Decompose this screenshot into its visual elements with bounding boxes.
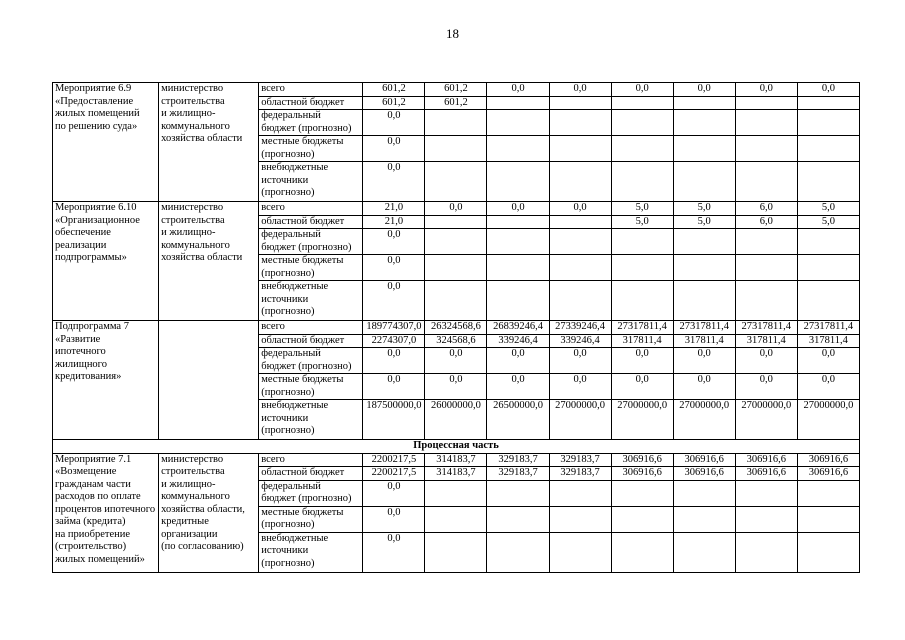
section-header-row <box>53 440 860 454</box>
total-value-cell: 21,0 <box>363 202 425 216</box>
year-value-cell <box>425 506 487 532</box>
year-value-cell <box>611 136 673 162</box>
funding-source-cell: всего <box>259 83 363 97</box>
year-value-cell <box>611 162 673 202</box>
year-value-cell: 27317811,4 <box>611 321 673 335</box>
year-value-cell: 0,0 <box>487 348 549 374</box>
total-value-cell: 0,0 <box>363 348 425 374</box>
year-value-cell <box>735 281 797 321</box>
table-row <box>53 83 860 97</box>
budget-table <box>52 82 860 573</box>
year-value-cell <box>425 532 487 572</box>
year-value-cell: 26000000,0 <box>425 400 487 440</box>
year-value-cell: 329183,7 <box>549 453 611 467</box>
year-value-cell <box>673 96 735 110</box>
year-value-cell: 26500000,0 <box>487 400 549 440</box>
year-value-cell <box>611 110 673 136</box>
total-value-cell: 0,0 <box>363 229 425 255</box>
table-row <box>53 202 860 216</box>
year-value-cell <box>797 162 859 202</box>
year-value-cell <box>735 480 797 506</box>
year-value-cell <box>797 110 859 136</box>
year-value-cell: 27000000,0 <box>611 400 673 440</box>
year-value-cell <box>611 506 673 532</box>
year-value-cell: 306916,6 <box>797 467 859 481</box>
year-value-cell <box>611 229 673 255</box>
year-value-cell <box>797 281 859 321</box>
year-value-cell <box>487 96 549 110</box>
funding-source-cell: всего <box>259 202 363 216</box>
total-value-cell: 21,0 <box>363 215 425 229</box>
page-number: 18 <box>446 26 459 41</box>
year-value-cell: 0,0 <box>797 374 859 400</box>
year-value-cell <box>611 96 673 110</box>
total-value-cell: 0,0 <box>363 136 425 162</box>
year-value-cell: 27339246,4 <box>549 321 611 335</box>
table-row <box>53 321 860 335</box>
year-value-cell: 339246,4 <box>487 334 549 348</box>
year-value-cell: 0,0 <box>673 348 735 374</box>
year-value-cell <box>797 255 859 281</box>
year-value-cell <box>673 506 735 532</box>
year-value-cell <box>673 532 735 572</box>
year-value-cell <box>425 229 487 255</box>
responsible-org-cell <box>159 321 259 440</box>
year-value-cell <box>735 162 797 202</box>
year-value-cell: 0,0 <box>611 374 673 400</box>
year-value-cell <box>549 96 611 110</box>
year-value-cell <box>487 215 549 229</box>
year-value-cell: 306916,6 <box>735 467 797 481</box>
funding-source-cell: федеральный бюджет (прогнозно) <box>259 229 363 255</box>
year-value-cell: 306916,6 <box>735 453 797 467</box>
year-value-cell: 306916,6 <box>797 453 859 467</box>
year-value-cell: 0,0 <box>487 83 549 97</box>
year-value-cell: 27000000,0 <box>797 400 859 440</box>
year-value-cell: 306916,6 <box>611 467 673 481</box>
year-value-cell <box>425 110 487 136</box>
year-value-cell: 324568,6 <box>425 334 487 348</box>
year-value-cell: 0,0 <box>549 202 611 216</box>
year-value-cell <box>735 532 797 572</box>
year-value-cell: 314183,7 <box>425 453 487 467</box>
year-value-cell <box>549 136 611 162</box>
year-value-cell: 339246,4 <box>549 334 611 348</box>
year-value-cell: 0,0 <box>549 83 611 97</box>
year-value-cell <box>425 255 487 281</box>
year-value-cell: 0,0 <box>611 348 673 374</box>
year-value-cell <box>797 480 859 506</box>
total-value-cell: 187500000,0 <box>363 400 425 440</box>
total-value-cell: 2200217,5 <box>363 453 425 467</box>
year-value-cell: 329183,7 <box>549 467 611 481</box>
funding-source-cell: областной бюджет <box>259 215 363 229</box>
year-value-cell: 5,0 <box>797 215 859 229</box>
total-value-cell: 2200217,5 <box>363 467 425 481</box>
year-value-cell <box>425 136 487 162</box>
year-value-cell: 0,0 <box>611 83 673 97</box>
year-value-cell: 0,0 <box>425 348 487 374</box>
year-value-cell: 0,0 <box>487 374 549 400</box>
year-value-cell: 0,0 <box>549 374 611 400</box>
total-value-cell: 0,0 <box>363 110 425 136</box>
year-value-cell: 0,0 <box>425 374 487 400</box>
year-value-cell: 0,0 <box>673 83 735 97</box>
year-value-cell <box>549 506 611 532</box>
year-value-cell: 317811,4 <box>797 334 859 348</box>
total-value-cell: 601,2 <box>363 96 425 110</box>
funding-source-cell: внебюджетные источники (прогнозно) <box>259 281 363 321</box>
year-value-cell: 5,0 <box>673 202 735 216</box>
year-value-cell <box>797 96 859 110</box>
year-value-cell: 27317811,4 <box>735 321 797 335</box>
year-value-cell <box>797 506 859 532</box>
funding-source-cell: всего <box>259 321 363 335</box>
year-value-cell <box>673 281 735 321</box>
year-value-cell <box>735 506 797 532</box>
year-value-cell <box>611 255 673 281</box>
year-value-cell: 0,0 <box>735 83 797 97</box>
year-value-cell: 27000000,0 <box>735 400 797 440</box>
total-value-cell: 601,2 <box>363 83 425 97</box>
funding-source-cell: всего <box>259 453 363 467</box>
year-value-cell: 26324568,6 <box>425 321 487 335</box>
year-value-cell <box>487 162 549 202</box>
year-value-cell: 601,2 <box>425 96 487 110</box>
year-value-cell: 27000000,0 <box>673 400 735 440</box>
year-value-cell <box>487 136 549 162</box>
year-value-cell <box>487 255 549 281</box>
program-name-cell: Мероприятие 7.1 «Возмещение гражданам части расходов по оплате процентов ипотечного займа (кредита) на приобретение (строительство) жилых помещений» <box>53 453 159 572</box>
year-value-cell <box>549 255 611 281</box>
year-value-cell: 314183,7 <box>425 467 487 481</box>
funding-source-cell: областной бюджет <box>259 467 363 481</box>
year-value-cell <box>487 229 549 255</box>
year-value-cell <box>797 229 859 255</box>
funding-source-cell: внебюджетные источники (прогнозно) <box>259 162 363 202</box>
year-value-cell <box>611 532 673 572</box>
year-value-cell <box>549 110 611 136</box>
year-value-cell: 6,0 <box>735 215 797 229</box>
year-value-cell <box>549 162 611 202</box>
year-value-cell <box>487 281 549 321</box>
program-name-cell: Мероприятие 6.10 «Организационное обеспечение реализации подпрограммы» <box>53 202 159 321</box>
year-value-cell <box>735 229 797 255</box>
funding-source-cell: федеральный бюджет (прогнозно) <box>259 348 363 374</box>
year-value-cell: 306916,6 <box>673 453 735 467</box>
funding-source-cell: областной бюджет <box>259 96 363 110</box>
total-value-cell: 0,0 <box>363 281 425 321</box>
year-value-cell: 0,0 <box>425 202 487 216</box>
year-value-cell <box>425 281 487 321</box>
year-value-cell <box>549 215 611 229</box>
year-value-cell <box>611 480 673 506</box>
year-value-cell <box>425 162 487 202</box>
total-value-cell: 2274307,0 <box>363 334 425 348</box>
year-value-cell <box>549 229 611 255</box>
year-value-cell <box>673 480 735 506</box>
year-value-cell: 0,0 <box>549 348 611 374</box>
year-value-cell <box>425 480 487 506</box>
total-value-cell: 0,0 <box>363 255 425 281</box>
funding-source-cell: федеральный бюджет (прогнозно) <box>259 110 363 136</box>
year-value-cell: 26839246,4 <box>487 321 549 335</box>
year-value-cell: 27317811,4 <box>673 321 735 335</box>
total-value-cell: 0,0 <box>363 532 425 572</box>
year-value-cell <box>487 532 549 572</box>
total-value-cell: 0,0 <box>363 480 425 506</box>
total-value-cell: 0,0 <box>363 374 425 400</box>
year-value-cell <box>425 215 487 229</box>
year-value-cell <box>487 506 549 532</box>
year-value-cell: 306916,6 <box>673 467 735 481</box>
program-name-cell: Подпрограмма 7 «Развитие ипотечного жилищного кредитования» <box>53 321 159 440</box>
funding-source-cell: внебюджетные источники (прогнозно) <box>259 532 363 572</box>
year-value-cell: 329183,7 <box>487 453 549 467</box>
year-value-cell <box>735 110 797 136</box>
year-value-cell: 5,0 <box>611 202 673 216</box>
year-value-cell <box>611 281 673 321</box>
year-value-cell <box>487 480 549 506</box>
year-value-cell: 0,0 <box>735 374 797 400</box>
table-row <box>53 453 860 467</box>
year-value-cell: 317811,4 <box>673 334 735 348</box>
year-value-cell: 0,0 <box>735 348 797 374</box>
program-name-cell: Мероприятие 6.9 «Предоставление жилых помещений по решению суда» <box>53 83 159 202</box>
year-value-cell <box>549 532 611 572</box>
responsible-org-cell: министерство строительства и жилищно- коммунального хозяйства области <box>159 202 259 321</box>
total-value-cell: 189774307,0 <box>363 321 425 335</box>
year-value-cell: 0,0 <box>797 348 859 374</box>
year-value-cell: 306916,6 <box>611 453 673 467</box>
year-value-cell: 0,0 <box>487 202 549 216</box>
year-value-cell <box>549 480 611 506</box>
responsible-org-cell: министерство строительства и жилищно- коммунального хозяйства области, кредитные организации (по согласованию) <box>159 453 259 572</box>
year-value-cell <box>797 136 859 162</box>
year-value-cell <box>487 110 549 136</box>
year-value-cell <box>735 96 797 110</box>
year-value-cell: 27317811,4 <box>797 321 859 335</box>
year-value-cell: 329183,7 <box>487 467 549 481</box>
year-value-cell: 5,0 <box>673 215 735 229</box>
funding-source-cell: местные бюджеты (прогнозно) <box>259 506 363 532</box>
year-value-cell <box>797 532 859 572</box>
year-value-cell: 5,0 <box>797 202 859 216</box>
funding-source-cell: местные бюджеты (прогнозно) <box>259 136 363 162</box>
year-value-cell <box>549 281 611 321</box>
year-value-cell: 27000000,0 <box>549 400 611 440</box>
total-value-cell: 0,0 <box>363 162 425 202</box>
year-value-cell: 317811,4 <box>735 334 797 348</box>
year-value-cell: 5,0 <box>611 215 673 229</box>
year-value-cell: 0,0 <box>797 83 859 97</box>
year-value-cell: 0,0 <box>673 374 735 400</box>
year-value-cell: 601,2 <box>425 83 487 97</box>
year-value-cell <box>735 136 797 162</box>
total-value-cell: 0,0 <box>363 506 425 532</box>
year-value-cell: 6,0 <box>735 202 797 216</box>
year-value-cell <box>673 136 735 162</box>
year-value-cell <box>673 229 735 255</box>
year-value-cell <box>735 255 797 281</box>
year-value-cell <box>673 110 735 136</box>
funding-source-cell: областной бюджет <box>259 334 363 348</box>
funding-source-cell: внебюджетные источники (прогнозно) <box>259 400 363 440</box>
section-title: Процессная часть <box>53 440 860 454</box>
funding-source-cell: местные бюджеты (прогнозно) <box>259 255 363 281</box>
responsible-org-cell: министерство строительства и жилищно- коммунального хозяйства области <box>159 83 259 202</box>
year-value-cell <box>673 162 735 202</box>
funding-source-cell: местные бюджеты (прогнозно) <box>259 374 363 400</box>
funding-source-cell: федеральный бюджет (прогнозно) <box>259 480 363 506</box>
year-value-cell <box>673 255 735 281</box>
year-value-cell: 317811,4 <box>611 334 673 348</box>
